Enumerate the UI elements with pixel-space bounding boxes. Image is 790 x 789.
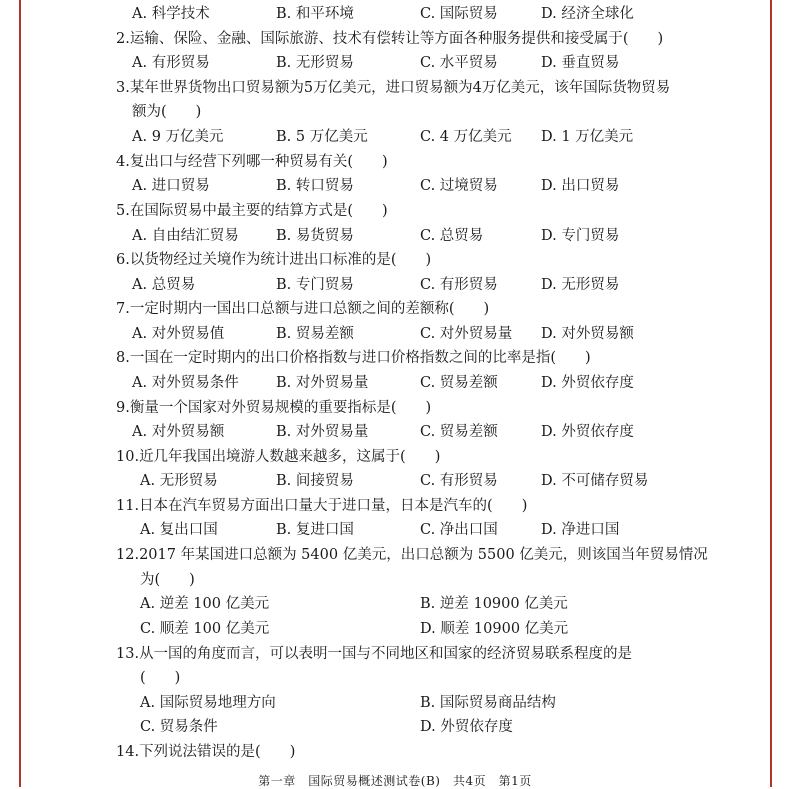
choice-c: C. 顺差 100 亿美元 (140, 621, 270, 637)
choice-a: A. 国际贸易地理方向 (140, 695, 276, 711)
question-14: 14.下列说法错误的是( ) (116, 744, 296, 760)
question-3: 3.某年世界货物出口贸易额为5万亿美元，进口贸易额为4万亿美元，该年国际货物贸易 (116, 80, 671, 96)
choice-d: D. 顺差 10900 亿美元 (420, 621, 569, 637)
choice-c: C. 总贸易 (420, 228, 484, 244)
choice-c: C. 有形贸易 (420, 277, 498, 293)
choice-d: D. 无形贸易 (541, 277, 620, 293)
page-border-right (770, 0, 772, 787)
choice-b: B. 贸易差额 (276, 326, 354, 342)
choice-a: A. 对外贸易额 (132, 424, 225, 440)
page-footer: 第一章 国际贸易概述测试卷(B) 共4页 第1页 (258, 774, 532, 788)
choice-b: B. 逆差 10900 亿美元 (420, 596, 568, 612)
choice-d: D. 外贸依存度 (420, 719, 513, 735)
choice-d: D. 不可储存贸易 (541, 473, 649, 489)
page-border-left (19, 0, 21, 787)
choice-b: B. 5 万亿美元 (276, 129, 368, 145)
choice-a: A. 自由结汇贸易 (132, 228, 239, 244)
choice-d: D. 净进口国 (541, 522, 620, 538)
choice-d: D. 垂直贸易 (541, 55, 620, 71)
choice-a: A. 科学技术 (132, 6, 210, 22)
choice-a: A. 无形贸易 (140, 473, 218, 489)
choice-d: D. 经济全球化 (541, 6, 634, 22)
choice-c: C. 4 万亿美元 (420, 129, 512, 145)
question-8: 8.一国在一定时期内的出口价格指数与进口价格指数之间的比率是指( ) (116, 350, 591, 366)
choice-c: C. 对外贸易量 (420, 326, 513, 342)
choice-b: B. 转口贸易 (276, 178, 354, 194)
question-12: 12.2017 年某国进口总额为 5400 亿美元，出口总额为 5500 亿美元，则该国当年贸易情况 (116, 547, 708, 563)
choice-b: B. 间接贸易 (276, 473, 354, 489)
choice-c: C. 贸易差额 (420, 424, 498, 440)
choice-c: C. 水平贸易 (420, 55, 498, 71)
choice-b: B. 复进口国 (276, 522, 354, 538)
choice-a: A. 9 万亿美元 (132, 129, 224, 145)
question-11: 11.日本在汽车贸易方面出口量大于进口量，日本是汽车的( ) (116, 498, 528, 514)
choice-a: A. 有形贸易 (132, 55, 210, 71)
question-5: 5.在国际贸易中最主要的结算方式是( ) (116, 203, 388, 219)
choice-a: A. 对外贸易值 (132, 326, 225, 342)
choice-b: B. 对外贸易量 (276, 424, 369, 440)
question-12-continuation: 为( ) (140, 572, 195, 588)
choice-c: C. 贸易差额 (420, 375, 498, 391)
choice-d: D. 出口贸易 (541, 178, 620, 194)
choice-b: B. 国际贸易商品结构 (420, 695, 556, 711)
question-4: 4.复出口与经营下列哪一种贸易有关( ) (116, 154, 388, 170)
question-3-continuation: 额为( ) (132, 104, 202, 120)
choice-c: C. 贸易条件 (140, 719, 218, 735)
choice-d: D. 外贸依存度 (541, 424, 634, 440)
question-13-continuation: ( ) (140, 670, 181, 686)
question-10: 10.近几年我国出境游人数越来越多，这属于( ) (116, 449, 441, 465)
choice-d: D. 外贸依存度 (541, 375, 634, 391)
question-9: 9.衡量一个国家对外贸易规模的重要指标是( ) (116, 400, 432, 416)
question-6: 6.以货物经过关境作为统计进出口标准的是( ) (116, 252, 432, 268)
choice-b: B. 和平环境 (276, 6, 354, 22)
choice-a: A. 对外贸易条件 (132, 375, 239, 391)
choice-a: A. 复出口国 (140, 522, 218, 538)
choice-c: C. 有形贸易 (420, 473, 498, 489)
choice-d: D. 1 万亿美元 (541, 129, 634, 145)
choice-c: C. 净出口国 (420, 522, 498, 538)
choice-b: B. 易货贸易 (276, 228, 354, 244)
choice-b: B. 对外贸易量 (276, 375, 369, 391)
choice-b: B. 无形贸易 (276, 55, 354, 71)
question-2: 2.运输、保险、金融、国际旅游、技术有偿转让等方面各种服务提供和接受属于( ) (116, 31, 664, 47)
choice-a: A. 进口贸易 (132, 178, 210, 194)
choice-b: B. 专门贸易 (276, 277, 354, 293)
choice-a: A. 逆差 100 亿美元 (140, 596, 270, 612)
choice-c: C. 国际贸易 (420, 6, 498, 22)
choice-d: D. 对外贸易额 (541, 326, 634, 342)
choice-c: C. 过境贸易 (420, 178, 498, 194)
choice-d: D. 专门贸易 (541, 228, 620, 244)
question-7: 7.一定时期内一国出口总额与进口总额之间的差额称( ) (116, 301, 490, 317)
choice-a: A. 总贸易 (132, 277, 196, 293)
question-13: 13.从一国的角度而言，可以表明一国与不同地区和国家的经济贸易联系程度的是 (116, 646, 633, 662)
